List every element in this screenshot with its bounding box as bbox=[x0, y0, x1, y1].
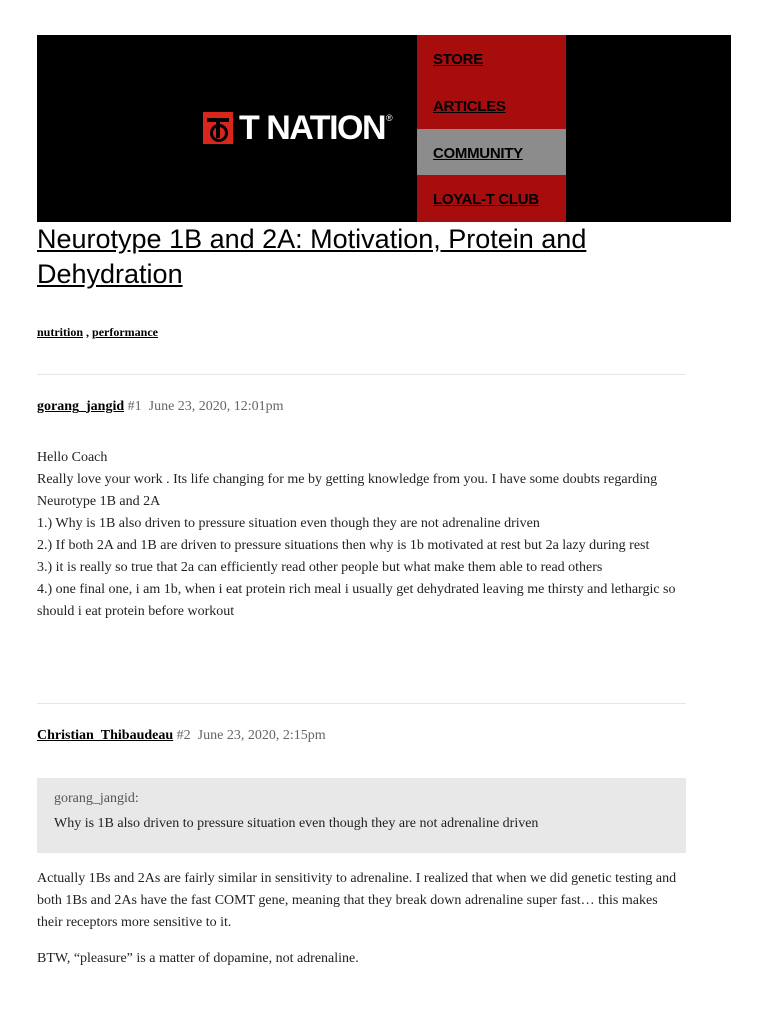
nav-store[interactable]: STORE bbox=[417, 35, 566, 82]
tnation-logo-icon bbox=[203, 112, 233, 144]
main-nav bbox=[417, 35, 566, 222]
post-date[interactable]: June 23, 2020, 12:01pm bbox=[148, 399, 284, 414]
nav-loyal-t-club[interactable]: LOYAL-T CLUB bbox=[417, 175, 566, 222]
post-number[interactable]: #2 bbox=[176, 728, 191, 743]
post-line: 2.) If both 2A and 1B are driven to pressure situations then why is 1b motivated at rest but 2a lazy during rest bbox=[37, 538, 650, 553]
topic-tags bbox=[37, 325, 158, 340]
post-body bbox=[37, 868, 686, 984]
nav-community[interactable]: COMMUNITY bbox=[417, 129, 566, 176]
post-line: Really love your work . Its life changing for me by getting knowledge from you. I have some doubts regarding Neurotype 1B and 2A bbox=[37, 472, 658, 509]
post-line: 4.) one final one, i am 1b, when i eat protein rich meal i usually get dehydrated leaving me thirsty and lethargic so should i eat protein before workout bbox=[37, 582, 676, 619]
post-date[interactable]: June 23, 2020, 2:15pm bbox=[197, 728, 326, 743]
quote-text: Why is 1B also driven to pressure situation even though they are not adrenaline driven bbox=[54, 816, 539, 831]
post-meta bbox=[37, 728, 326, 744]
post-line: Hello Coach bbox=[37, 450, 108, 465]
topic-title[interactable]: Neurotype 1B and 2A: Motivation, Protein and Dehydration bbox=[37, 224, 587, 289]
post-paragraph: Actually 1Bs and 2As are fairly similar in sensitivity to adrenaline. I realized that when we did genetic testing and both 1Bs and 2As have the fast COMT gene, meaning that they break down adrenaline super fast… this makes their receptors more sensitive to it. bbox=[37, 871, 677, 930]
post-line: 1.) Why is 1B also driven to pressure situation even though they are not adrenaline driven bbox=[37, 516, 540, 531]
post-paragraph: BTW, “pleasure” is a matter of dopamine, not adrenaline. bbox=[37, 951, 359, 966]
divider bbox=[37, 374, 686, 375]
tag-performance[interactable]: performance bbox=[92, 325, 158, 339]
post-author[interactable]: gorang_jangid bbox=[37, 399, 125, 414]
site-header bbox=[37, 35, 731, 222]
divider bbox=[37, 703, 686, 704]
nav-articles[interactable]: ARTICLES bbox=[417, 82, 566, 129]
post-author[interactable]: Christian_Thibaudeau bbox=[37, 728, 174, 743]
quote-author[interactable]: gorang_jangid: bbox=[54, 791, 139, 806]
quoted-post bbox=[37, 778, 686, 853]
tag-nutrition[interactable]: nutrition bbox=[37, 325, 84, 339]
post-line: 3.) it is really so true that 2a can efficiently read other people but what make them able to read others bbox=[37, 560, 603, 575]
post-number[interactable]: #1 bbox=[127, 399, 142, 414]
logo-text: T NATION bbox=[239, 109, 386, 147]
post-body bbox=[37, 447, 686, 623]
tnation-logo[interactable] bbox=[203, 111, 393, 145]
tag-separator: , bbox=[83, 325, 93, 339]
registered-mark: ® bbox=[386, 113, 393, 123]
post-meta bbox=[37, 399, 284, 415]
